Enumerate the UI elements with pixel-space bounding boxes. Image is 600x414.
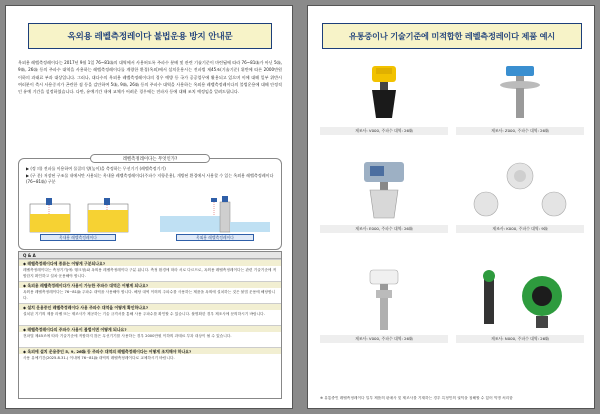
qa-answer: 옥외용 레벨측정레이다는 76~81㎓ 주파수 대역을 사용해야 합니다. 해당 대역 이외의 주파수를 사용하는 제품을 옥외에 설치하는 것은 불법 운용에 해당합니다.	[23, 290, 276, 300]
right-page-title: 유통중이나 기술기준에 미적합한 레벨측정레이다 제품 예시	[322, 23, 582, 49]
indoor-caption: 옥내용 레벨측정레이다	[40, 234, 116, 241]
product-caption: 제조사: V000, 주파수 대역: 26㎓	[320, 335, 448, 343]
qa-question: ◆ 옥외에 설치 운용중인 5, 9, 26㎓ 등 주파수 대역의 레벨측정레이다는 어떻게 조치해야 하나요?	[19, 347, 281, 354]
dam-icon	[160, 196, 270, 232]
qa-section	[18, 251, 282, 399]
definition-bullet: ▶ (정 의) 전파를 이용하여 물질의 양(높이)을 측정하는 무선기기 (레벨측정기기)	[26, 166, 166, 171]
product-card	[456, 268, 584, 346]
qa-answer: 레벨측정레이다는 측정기기(예: 탱크형)와 옥외용 레벨측정레이다 구분 됩니다. 측정 환경에 따라 서로 다르므로, 옥외용 레벨측정레이다는 관련 기술기준에 적합한지 확인하고 설치·운용해야 합니다.	[23, 268, 277, 278]
product-card	[320, 60, 448, 138]
qa-header: Q & A	[19, 252, 281, 259]
qa-question: ◆ 옥외용 레벨측정레이다가 사용이 가능한 주파수 대역은 어떻게 되나요?	[19, 281, 281, 288]
product-card	[456, 60, 584, 138]
right-page	[307, 5, 595, 409]
intro-paragraph: 옥외용 레벨측정레이다는 2017년 9월 1일 76~81㎓의 대역에서 사용허도록 주파수 분배 및 관련 기술기준이 마련됨에 따라 76~81㎓가 아닌 5㎓, 9㎓, 26㎓ 등의 주파수 대역을 사용하는 레벨측정레이다를 계량한 환경(옥외)에서 설치운용시는 전파법 제45조(기술기준) 위반에 따른 2000만원 이하의 과태료 부과 대상입니다. 그러나, 대다수의 옥외용 레벨측정레이다의 경우 예방 등 국가 공공업무에 활용되고 있으며 이에 대해 일부 위반시 여러분이 측시 사용중지가 곤란한 점 등을 감안하여 5㎓, 9㎓, 26㎓ 등의 주파수 대역을 사용하는 옥외용 레벨측정레이다의 불법운용에 대해 안정적인 유예 기간을 설정하였습니다. 다만, 유예기간 내에 교체가 어려운 경우에는 전파자 등에 대해 조치 예정임을 알려드립니다.	[18, 60, 282, 95]
classification-bullet: ▶ (구 분) 저장된 구조물 내에서만 사용되는 옥내용 레벨측정레이다(주파수 저항운용), 개방된 환경에서 사용할 수 있는 옥외용 레벨측정레이다(76~81㎓) 구분	[26, 173, 274, 185]
product-caption: 제조사: E000, 주파수 대역: 26㎓	[320, 225, 448, 233]
definition-section-title: 레벨측정레이다는 무엇인가?	[90, 154, 210, 163]
qa-question: ◆ 설치 운용중인 레벨측정레이다 사용 주파수 대역을 어떻게 확인하나요?	[19, 303, 281, 310]
product-card	[320, 158, 448, 236]
left-page-title: 옥외용 레벨측정레이다 불법운용 방지 안내문	[28, 23, 272, 49]
round-radar-product-image	[456, 158, 584, 224]
left-page	[5, 5, 293, 409]
qa-answer: 설치된 기기의 제품 라벨 또는 제조사가 제공하는 기술 규격서를 통해 사용 주파수를 확인할 수 있습니다. 불명확한 경우 제조사에 문의하시기 바랍니다.	[23, 312, 265, 316]
qa-question: ◆ 레벨측정레이다의 주파수 사용이 불법이면 어떻게 되나요?	[19, 325, 281, 332]
yellow-radar-product-image	[320, 60, 448, 126]
product-caption: 제조사: N000, 주파수 대역: 26㎓	[456, 335, 584, 343]
tank-icon	[88, 198, 128, 232]
white-radar-product-image	[320, 268, 448, 334]
qa-answer: 전파법 제45조에 따라 기술기준에 적합하지 않은 무선기기를 사용하는 경우 2000만원 이하의 과태료 부과 대상이 될 수 있습니다.	[23, 334, 232, 338]
product-card	[320, 268, 448, 346]
green-radar-product-image	[456, 268, 584, 334]
anonymization-note: ※ 유통중인 레벨측정레이다 일부 제품의 판매사 및 제조사를 기재하는 경우 특정인의 권익을 침해할 수 있어 익명 처리함	[320, 396, 513, 400]
product-card	[456, 158, 584, 236]
qa-question: ◆ 레벨측정레이다에 종류는 어떻게 구분되나요?	[19, 259, 281, 266]
tank-icon	[30, 198, 70, 232]
outdoor-radar-illustration	[156, 194, 274, 234]
grey-radar-product-image	[320, 158, 448, 224]
outdoor-caption: 옥외용 레벨측정레이다	[176, 234, 254, 241]
product-caption: 제조사: K000, 주파수 대역: 9㎓	[456, 225, 584, 233]
product-caption: 제조사: V000, 주파수 대역: 26㎓	[320, 127, 448, 135]
blue-radar-product-image	[456, 60, 584, 126]
qa-answer: 사용 유예기간(2025.8.31.) 이내에 76~81㎓ 대역의 레벨측정레이다로 교체하시기 바랍니다.	[23, 356, 175, 360]
product-caption: 제조사: Z000, 주파수 대역: 26㎓	[456, 127, 584, 135]
indoor-radar-illustration	[22, 194, 142, 234]
